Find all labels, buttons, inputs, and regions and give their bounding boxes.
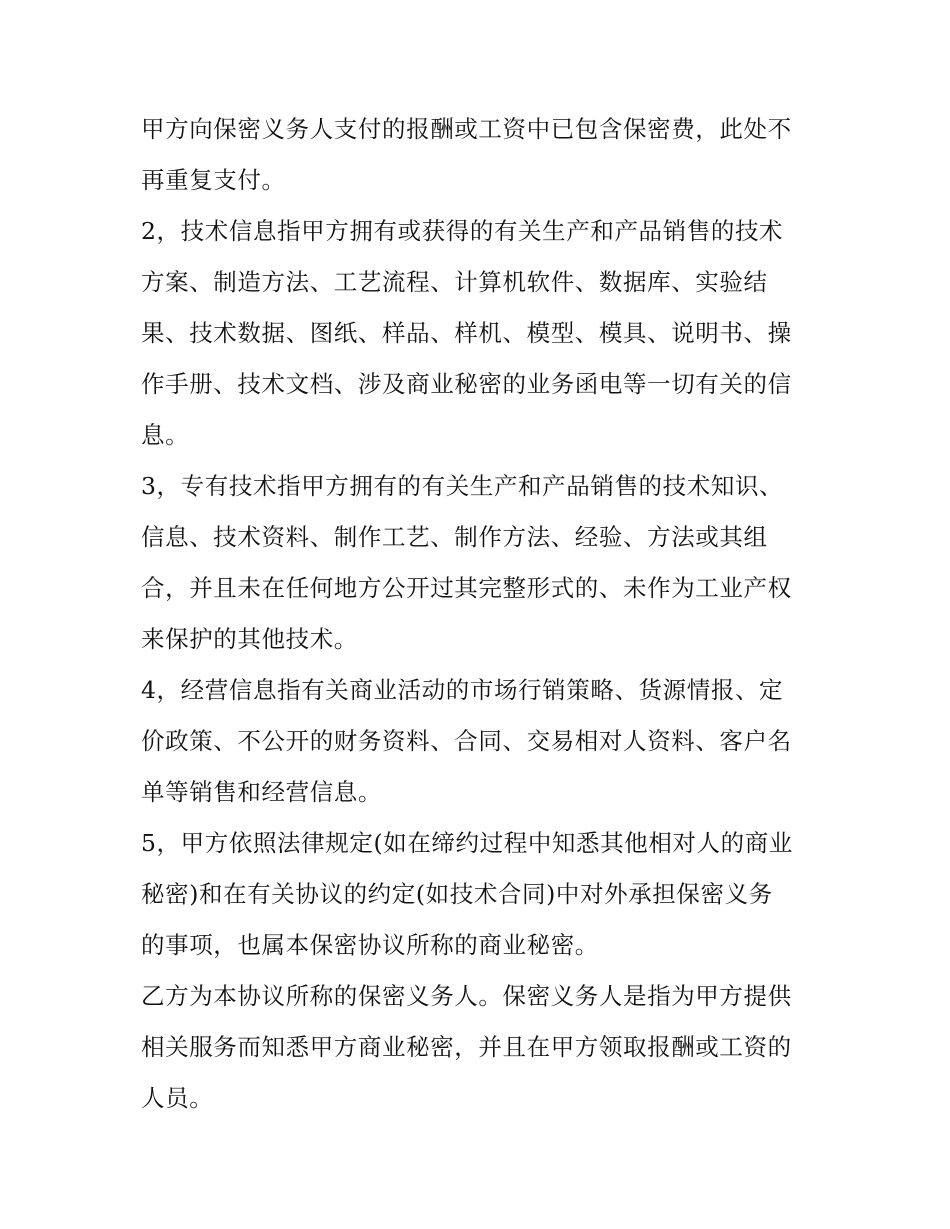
document-body — [141, 104, 821, 1124]
paragraph-obligor-definition: 乙方为本协议所称的保密义务人。保密义务人是指为甲方提供 相关服务而知悉甲方商业秘密，并且在甲方领取报酬或工资的 人员。 — [141, 982, 792, 1112]
paragraph-payment-note: 甲方向保密义务人支付的报酬或工资中已包含保密费，此处不 再重复支付。 — [141, 115, 792, 194]
paragraph-third-party-secrets: 5，甲方依照法律规定(如在缔约过程中知悉其他相对人的商业 秘密)和在有关协议的约定(如技术合同)中对外承担保密义务 的事项，也属本保密协议所称的商业秘密。 — [141, 829, 793, 959]
paragraph-business-info: 4，经营信息指有关商业活动的市场行销策略、货源情报、定 价政策、不公开的财务资料、合同、交易相对人资料、客户名 单等销售和经营信息。 — [141, 676, 792, 806]
paragraph-know-how: 3，专有技术指甲方拥有的有关生产和产品销售的技术知识、 信息、技术资料、制作工艺、制作方法、经验、方法或其组 合，并且未在任何地方公开过其完整形式的、未作为工业产权 来保护的其他技术。 — [141, 472, 792, 653]
paragraph-technical-info: 2，技术信息指甲方拥有或获得的有关生产和产品销售的技术 方案、制造方法、工艺流程、计算机软件、数据库、实验结 果、技术数据、图纸、样品、样机、模型、模具、说明书、操 作手册、技术文档、涉及商业秘密的业务函电等一切有关的信 息。 — [141, 217, 792, 449]
